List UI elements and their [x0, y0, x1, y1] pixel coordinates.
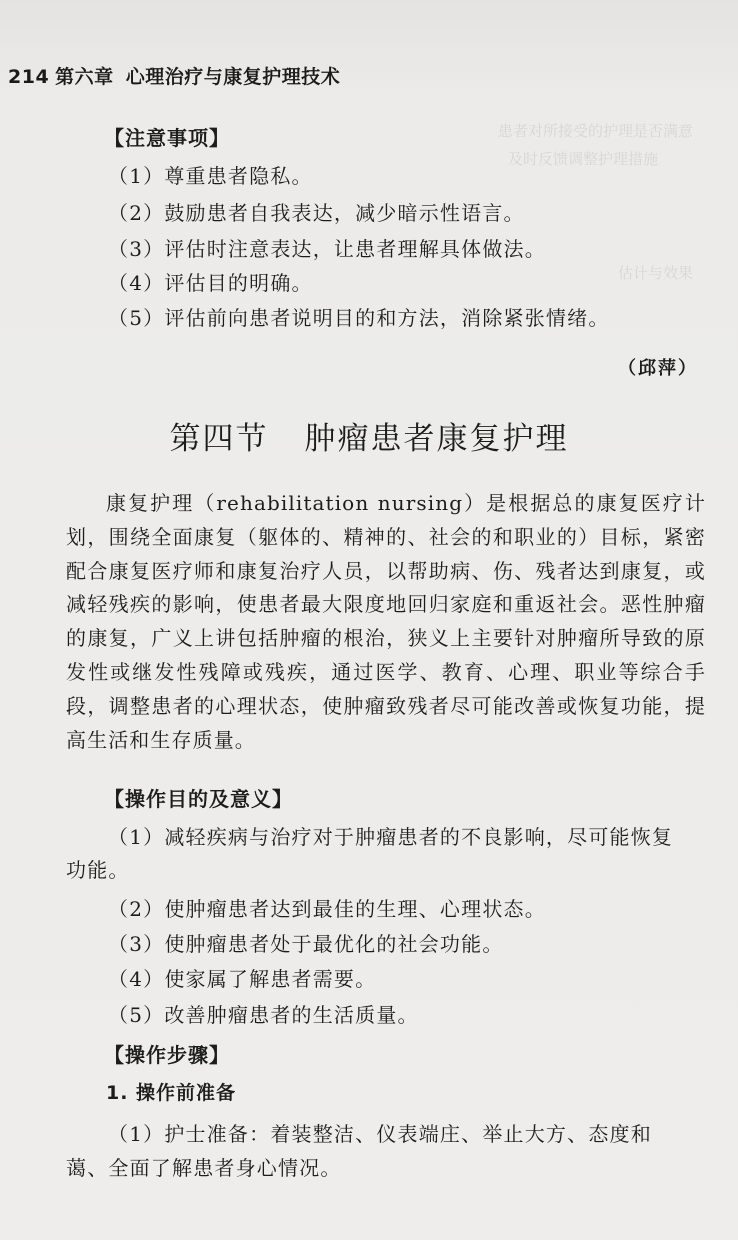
steps-heading: 【操作步骤】: [104, 1043, 230, 1067]
chapter-label: 第六章: [55, 66, 114, 88]
purpose-item: （5）改善肿瘤患者的生活质量。: [108, 1003, 419, 1027]
steps-subheading: 1. 操作前准备: [106, 1082, 237, 1104]
chapter-title: 心理治疗与康复护理技术: [125, 66, 341, 88]
precaution-item: （4）评估目的明确。: [108, 271, 313, 295]
page-number: 214: [8, 66, 50, 88]
purpose-item: （4）使家属了解患者需要。: [108, 967, 377, 991]
step-item: （1）护士准备：着装整洁、仪表端庄、举止大方、态度和: [108, 1122, 652, 1146]
section-name: 肿瘤患者康复护理: [304, 421, 569, 457]
intro-paragraph: 康复护理（rehabilitation nursing）是根据总的康复医疗计划，围绕全面康复（躯体的、精神的、社会的和职业的）目标，紧密配合康复医疗师和康复治疗人员，以帮助病、伤、残者达到康复，或减轻残疾的影响，使患者最大限度地回归家庭和重返社会。恶性肿瘤的康复，广义上讲包括肿瘤的根治，狭义上主要针对肿瘤所导致的原发性或继发性残障或残疾，通过医学、教育、心理、职业等综合手段，调整患者的心理状态，使肿瘤致残者尽可能改善或恢复功能，提高生活和生存质量。: [66, 491, 706, 752]
purpose-item: （2）使肿瘤患者达到最佳的生理、心理状态。: [108, 897, 546, 921]
purpose-heading: 【操作目的及意义】: [104, 787, 293, 811]
purpose-item: （3）使肿瘤患者处于最优化的社会功能。: [108, 932, 504, 956]
step-item-continued: 蔼、全面了解患者身心情况。: [66, 1156, 342, 1180]
precautions-heading: 【注意事项】: [104, 126, 230, 150]
precaution-item: （5）评估前向患者说明目的和方法，消除紧张情绪。: [108, 306, 610, 330]
purpose-item-continued: 功能。: [66, 858, 130, 882]
purpose-item: （1）减轻疾病与治疗对于肿瘤患者的不良影响，尽可能恢复: [108, 825, 674, 849]
running-header: [8, 62, 340, 89]
precaution-item: （2）鼓励患者自我表达，减少暗示性语言。: [108, 201, 525, 225]
precaution-item: （3）评估时注意表达，让患者理解具体做法。: [108, 237, 546, 261]
bleed-through-text: 患者对所接受的护理是否满意: [498, 122, 694, 140]
section-number: 第四节: [169, 421, 269, 457]
bleed-through-text: 估计与效果: [618, 264, 694, 282]
bleed-through-text: 及时反馈调整护理措施: [508, 150, 659, 168]
section-title: [0, 413, 738, 458]
author-credit: （邱萍）: [618, 358, 698, 379]
precaution-item: （1）尊重患者隐私。: [108, 164, 313, 188]
